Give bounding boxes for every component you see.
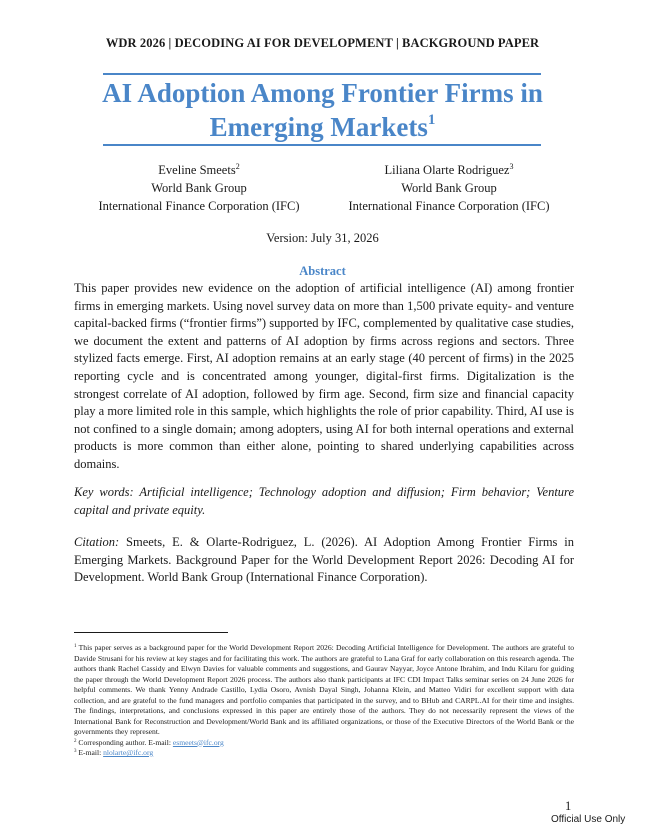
author-name: Eveline Smeets$^2$ — [158, 162, 240, 177]
abstract-heading: Abstract — [299, 264, 346, 278]
author-org: World Bank Group — [401, 181, 497, 195]
footnote-separator — [74, 632, 228, 633]
paper-title — [0, 76, 645, 144]
title-footnote-mark[interactable]: 1 — [427, 112, 436, 128]
citation-label: Citation: — [74, 535, 120, 549]
version-date: Version: July 31, 2026 — [266, 231, 379, 245]
footnote-3: $^3$ E-mail: nlolarte@ifc.org — [74, 748, 154, 757]
page-number: 1 — [565, 799, 572, 813]
footnote-2: $^2$ Corresponding author. E-mail: esmeets@ifc.org — [74, 737, 224, 747]
email-link-author-2[interactable]: esmeets@ifc.org — [172, 737, 224, 747]
title-line-1: AI Adoption Among Frontier Firms in — [102, 78, 543, 108]
title-line-2-text: Emerging Markets — [209, 112, 428, 142]
author-block-1 — [74, 161, 324, 215]
footnote-1: $^1$ This paper serves as a background paper for the World Development Report 2026: Decoding Artificial Intelligence for Development. The authors are grateful to Davide Strusani for his review at key stages and for facilitating this work. The authors are grateful to Lana Graf for early collaboration on this research agenda. The authors thank Rachel Cassidy and Elwyn Davies for valuable comments and suggestions, and Gaurav Nayyar, Joyce Antone Ibrahim, and Indu Kilaru for guiding the paper through the World Development Report 2026 process. The authors also thank participants at IFC CDI Impact Talks seminar series on 24 June 2026 for helpful comments. We thank Yenny Andrade Castillo, Lydia Osoro, Avnish Dayal Singh, Johanna Klein, and Matteo Vidiri for excellent support with data collection, and are grateful to the fund managers and portfolio companies that participated in the survey, and to BHub and CARPL.AI for their time and insights. The findings, interpretations, and conclusions expressed in this paper are entirely those of the authors. They do not necessarily represent the views of the International Bank for Reconstruction and Development/World Bank and its affiliated organizations, or those of the Executive Directors of the World Bank or the governments they represent. — [74, 643, 575, 736]
author-block-2 — [324, 161, 574, 215]
title-line-2 — [0, 110, 645, 144]
citation-text: Smeets, E. & Olarte-Rodriguez, L. (2026). AI Adoption Among Frontier Firms in Emerging Markets. Background Paper for the World Development Report 2026: Decoding AI for Development. World Bank Group (International Finance Corporation). — [74, 535, 574, 585]
citation — [74, 534, 574, 587]
author-footnote-mark[interactable]: 2 — [235, 162, 240, 171]
author-org: World Bank Group — [151, 181, 247, 195]
author-org-2: International Finance Corporation (IFC) — [348, 199, 550, 213]
running-header: WDR 2026 | DECODING AI FOR DEVELOPMENT | BACKGROUND PAPER — [105, 36, 540, 50]
title-rule-bottom — [103, 144, 541, 146]
classification-label: Official Use Only — [551, 814, 626, 825]
footnotes — [74, 643, 574, 759]
email-link-author-3[interactable]: nlolarte@ifc.org — [103, 748, 154, 757]
abstract-text: This paper provides new evidence on the adoption of artificial intelligence (AI) among frontier firms in emerging markets. Using novel survey data on more than 1,500 private equity- and venture capital-backed firms (“frontier firms”) supported by IFC, complemented by qualitative case studies, we document the extent and patterns of AI adoption by firms across regions and sectors. Three stylized facts emerge. First, AI adoption remains at an early stage (40 percent of firms) in the 2025 reporting cycle and is concentrated among younger, digital-first firms. Digitalization is the strongest correlate of AI adoption, followed by firm age. Second, firm size and financial capacity play a more limited role in this sample, which highlights the role of prior capability. Third, AI use is not confined to a single domain; among adopters, using AI for both internal operations and external products is more common than either alone, pointing to shared underlying capabilities across domains. — [74, 281, 574, 471]
keywords: Key words: Artificial intelligence; Technology adoption and diffusion; Firm behavior; Venture capital and private equity. — [74, 485, 574, 517]
author-footnote-mark[interactable]: 3 — [509, 162, 514, 171]
author-org-2: International Finance Corporation (IFC) — [98, 199, 300, 213]
title-rule-top — [103, 73, 541, 75]
author-name: Liliana Olarte Rodriguez$^3$ — [384, 162, 514, 177]
